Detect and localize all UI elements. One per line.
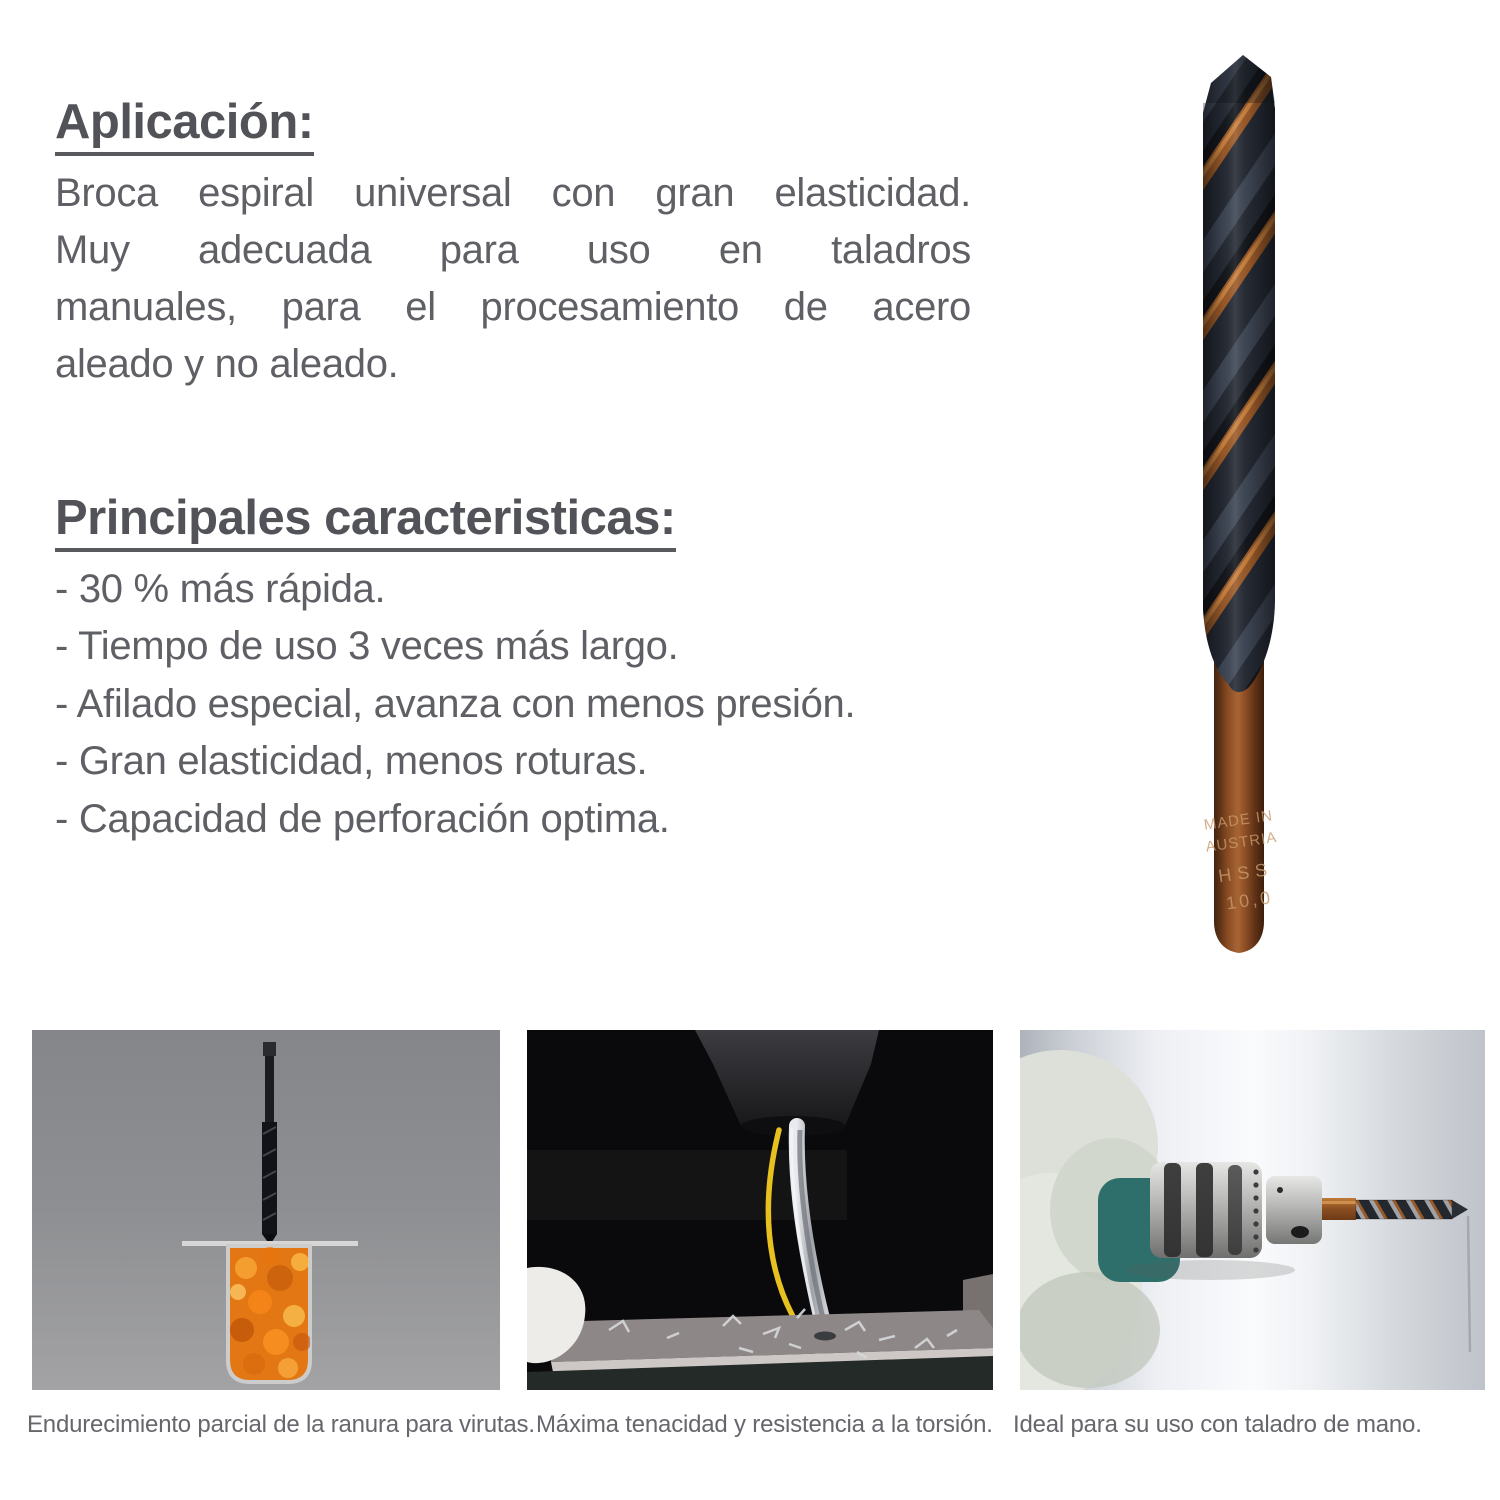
hot-hardening-container (228, 1246, 311, 1382)
stamp-line: AUSTRIA (1204, 828, 1279, 856)
drill-bit-illustration (1199, 53, 1281, 959)
photo-caption-hand-drill: Ideal para su uso con taladro de mano. (1013, 1411, 1422, 1438)
stamp-line: HSS (1217, 858, 1275, 887)
gallery-photo-hardening (32, 1030, 500, 1390)
drill-bit-product-image (1199, 53, 1281, 959)
gallery-photo-hand-drill (1020, 1030, 1485, 1390)
photo-caption-torsion: Máxima tenacidad y resistencia a la torsión. (536, 1411, 993, 1438)
application-heading: Aplicación: (55, 96, 314, 156)
feature-item: - Afilado especial, avanza con menos presión. (55, 681, 856, 726)
feature-item: - Tiempo de uso 3 veces más largo. (55, 624, 679, 669)
stamp-line: MADE IN (1202, 807, 1274, 834)
application-section (55, 96, 971, 393)
stamp-line: 10,0 (1224, 887, 1275, 914)
paragraph-line: aleado y no aleado. (55, 341, 399, 386)
paragraph-line: manuales, para el procesamiento de acero (55, 284, 971, 329)
horizontal-drill-bit (1322, 1198, 1468, 1220)
features-list (55, 561, 985, 849)
drill-flutes (1203, 55, 1275, 692)
paragraph-line: Muy adecuada para uso en taladros (55, 227, 971, 272)
drilled-hole (814, 1332, 836, 1341)
gallery-photo-torsion (527, 1030, 993, 1390)
paragraph-line: Broca espiral universal con gran elasticidad. (55, 170, 971, 215)
photo-caption-hardening: Endurecimiento parcial de la ranura para virutas. (27, 1411, 535, 1438)
features-heading: Principales caracteristicas: (55, 492, 676, 552)
application-paragraph (55, 165, 971, 393)
features-section (55, 492, 985, 848)
flute-hardening-diagram (32, 1030, 500, 1390)
hand-drill-use-photo (1020, 1030, 1485, 1390)
torsion-resistance-photo (527, 1030, 993, 1390)
feature-item: - Gran elasticidad, menos roturas. (55, 739, 648, 784)
feature-item: - Capacidad de perforación optima. (55, 796, 670, 841)
feature-item: - 30 % más rápida. (55, 566, 386, 611)
